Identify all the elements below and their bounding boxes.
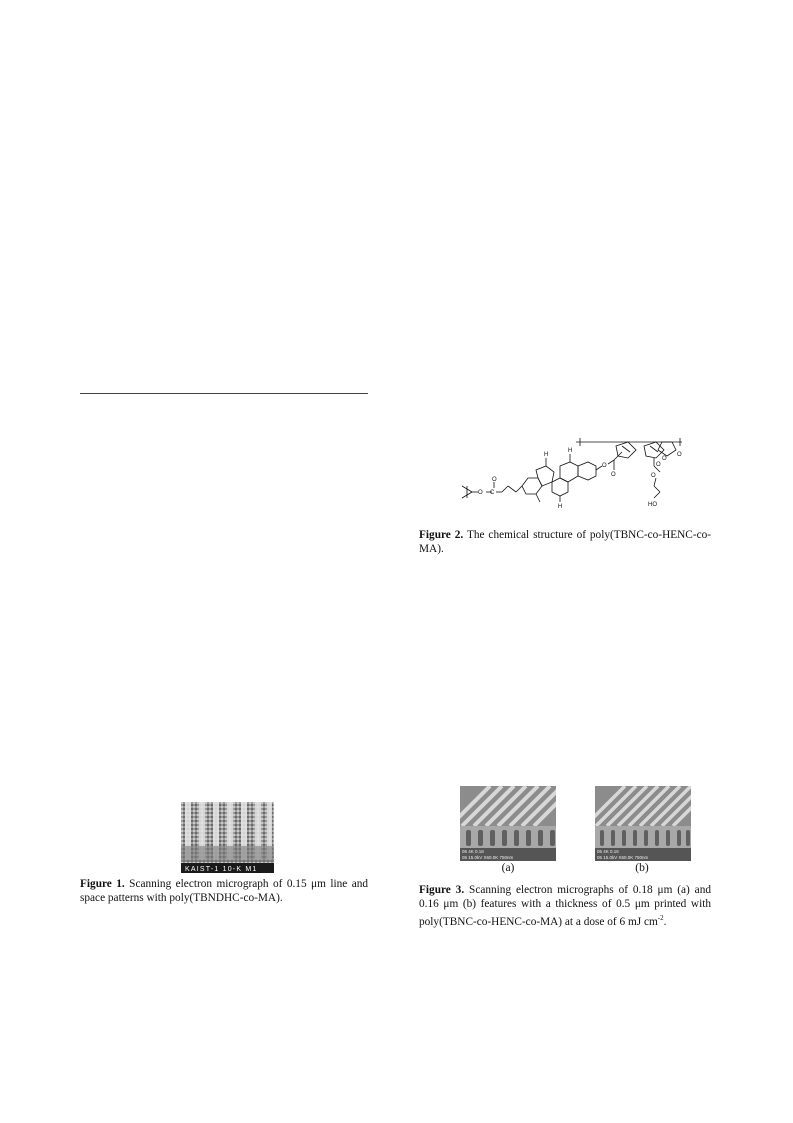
svg-text:C: C xyxy=(490,490,495,496)
figure-3-panel-b-sem-image xyxy=(595,786,691,861)
figure-3-panel-a-sem-image xyxy=(460,786,556,861)
footnote-rule xyxy=(80,393,368,394)
figure-1-label: Figure 1. xyxy=(80,878,125,890)
figure-2-chemical-structure xyxy=(450,436,685,516)
figure-3-caption-text: Scanning electron micrographs of 0.18 μm (a) and 0.16 μm (b) features with a thickness of 0.5 μm printed with poly(TBNC-co-HENC-co-MA) at a dose of 6 mJ cm xyxy=(419,884,711,928)
figure-3-caption xyxy=(419,883,711,929)
svg-text:H: H xyxy=(568,448,573,454)
svg-text:O: O xyxy=(602,463,607,469)
svg-text:H: H xyxy=(544,452,549,458)
figure-2-structure-graphic xyxy=(450,436,685,516)
svg-text:O: O xyxy=(492,477,497,483)
svg-text:O: O xyxy=(656,462,661,468)
figure-3-panel-a-info-1: 05 4K 0.18 xyxy=(462,849,484,854)
figure-1-sem-footer: KAIST-1 10-K M1 xyxy=(185,866,258,873)
figure-2-label: Figure 2. xyxy=(419,529,464,541)
figure-3-panel-b-graphic xyxy=(595,786,691,861)
figure-1-sem-image xyxy=(181,802,274,873)
figure-3-panel-a-label: (a) xyxy=(501,862,515,874)
figure-3-panel-a-graphic xyxy=(460,786,556,861)
figure-3-panel-b-label: (b) xyxy=(635,862,649,874)
figure-2-caption xyxy=(419,528,711,556)
figure-3-panel-a-info-2: 05 15.0kV X60.0K 750nm xyxy=(462,855,514,860)
svg-text:H: H xyxy=(558,504,563,510)
svg-text:O: O xyxy=(478,490,483,496)
svg-text:O: O xyxy=(611,472,616,478)
figure-3-caption-end: . xyxy=(663,915,667,928)
svg-text:O: O xyxy=(677,452,682,458)
figure-3-caption-superscript: -2 xyxy=(657,914,664,922)
figure-1-caption xyxy=(80,877,368,905)
figure-1-sem-graphic xyxy=(181,802,274,873)
svg-text:O: O xyxy=(651,473,656,479)
figure-3-panel-b-info-1: 05 4K 0.16 xyxy=(597,849,619,854)
figure-3-panel-b-info-2: 05 15.0kV X60.0K 750nm xyxy=(597,855,649,860)
svg-text:O: O xyxy=(662,456,667,462)
figure-1-caption-text: Scanning electron micrograph of 0.15 μm line and space patterns with poly(TBNDHC-co-MA). xyxy=(80,878,369,904)
figure-3-label: Figure 3. xyxy=(419,884,465,896)
svg-text:HO: HO xyxy=(648,502,657,508)
figure-2-caption-text: The chemical structure of poly(TBNC-co-HENC-co-MA). xyxy=(419,529,712,555)
